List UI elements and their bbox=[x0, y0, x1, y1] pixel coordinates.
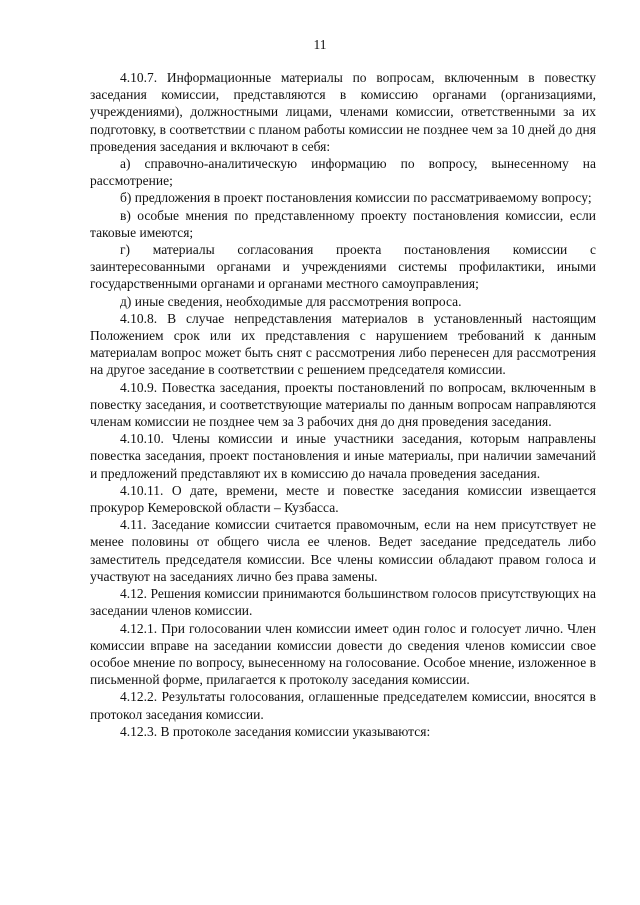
paragraph-4-12-2: 4.12.2. Результаты голосования, оглашенные председателем комиссии, вносятся в протокол заседания комиссии. bbox=[90, 689, 596, 722]
document-body bbox=[90, 69, 596, 740]
paragraph-4-10-11: 4.10.11. О дате, времени, месте и повестке заседания комиссии извещается прокурор Кемеровской области – Кузбасса. bbox=[90, 482, 596, 516]
paragraph-4-12-3: 4.12.3. В протоколе заседания комиссии указываются: bbox=[120, 723, 431, 739]
list-item-d: д) иные сведения, необходимые для рассмотрения вопроса. bbox=[120, 293, 462, 309]
list-item-a: а) справочно-аналитическую информацию по вопросу, вынесенному на рассмотрение; bbox=[90, 156, 596, 189]
list-item-v: в) особые мнения по представленному проекту постановления комиссии, если таковые имеются; bbox=[90, 207, 596, 240]
paragraph-4-12: 4.12. Решения комиссии принимаются большинством голосов присутствующих на заседании членов комиссии. bbox=[90, 586, 596, 619]
paragraph-4-10-9: 4.10.9. Повестка заседания, проекты постановлений по вопросам, включенным в повестку заседания, и соответствующие материалы по данным вопросам направляются членам комиссии не позднее чем за 3 рабочих дня до дня проведения заседания. bbox=[90, 379, 596, 430]
paragraph-4-10-10: 4.10.10. Члены комиссии и иные участники заседания, которым направлены повестка заседания, проект постановления и иные материалы, при наличии замечаний и предложений представляют их в комиссию до начала проведения заседания. bbox=[90, 431, 596, 481]
paragraph-4-10-8: 4.10.8. В случае непредставления материалов в установленный настоящим Положением срок или их представления с нарушением требований к данным материалам вопрос может быть снят с рассмотрения либо перенесен для рассмотрения на другое заседание в соответствии с решением председателя комиссии. bbox=[90, 310, 596, 378]
paragraph-4-11: 4.11. Заседание комиссии считается правомочным, если на нем присутствует не менее половины от общего числа ее членов. Ведет заседание председатель либо заместитель председателя комиссии. Все члены комиссии обладают правом голоса и участвуют на заседаниях лично без права замены. bbox=[90, 517, 596, 584]
list-item-b: б) предложения в проект постановления комиссии по рассматриваемому вопросу; bbox=[120, 190, 592, 206]
paragraph-4-10-7: 4.10.7. Информационные материалы по вопросам, включенным в повестку заседания комиссии, представляются в комиссию органами (организациями, учреждениями), должностными лицами, членами комиссии, ответственными за их подготовку, в соответствии с планом работы комиссии не позднее чем за 10 дней до дня проведения заседания и включают в себя: bbox=[90, 70, 596, 154]
list-item-g: г) материалы согласования проекта постановления комиссии с заинтересованными органами и учреждениями системы профилактики, иными государственными органами и органами местного самоуправления; bbox=[90, 242, 596, 292]
page-number: 11 bbox=[313, 37, 327, 52]
paragraph-4-12-1: 4.12.1. При голосовании член комиссии имеет один голос и голосует лично. Член комиссии вправе на заседании комиссии довести до сведения членов комиссии свое особое мнение по вопросу, вынесенному на голосование. Особое мнение, изложенное в письменной форме, прилагается к протоколу заседания комиссии. bbox=[90, 620, 596, 688]
